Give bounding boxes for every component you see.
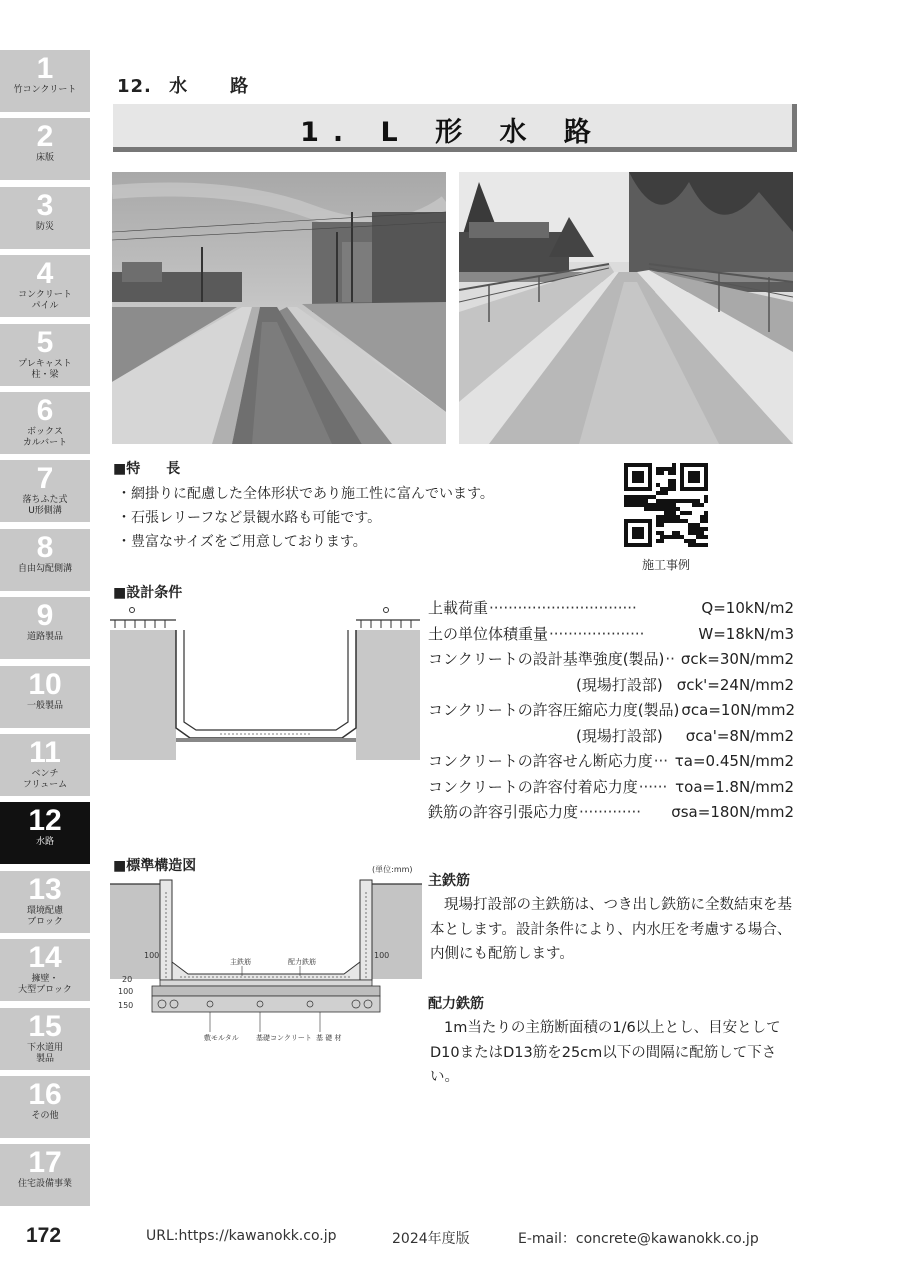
condition-value: Q=10kN/m2: [701, 599, 794, 617]
footer-url[interactable]: URL:https://kawanokk.co.jp: [146, 1228, 337, 1244]
feature-item: ・石張レリーフなど景観水路も可能です。: [117, 510, 382, 526]
chapter-tab-label: 水路: [35, 837, 54, 848]
chapter-tab-11[interactable]: [0, 734, 90, 796]
condition-label: (現場打設部): [576, 726, 663, 745]
chapter-tab-label: 擁壁・ 大型ブロック: [18, 974, 72, 996]
standard-structure-diagram: [110, 862, 422, 1056]
title-banner: [113, 104, 797, 152]
chapter-tab-number: 12: [28, 804, 62, 838]
chapter-tab-12[interactable]: [0, 802, 90, 864]
footer-edition: 2024年度版: [392, 1231, 470, 1247]
dim-label: 150: [118, 1001, 134, 1010]
design-condition-row: [428, 749, 794, 775]
design-condition-row: [428, 647, 794, 673]
chapter-tab-15[interactable]: [0, 1008, 90, 1070]
design-conditions-heading: ■設計条件: [113, 585, 183, 601]
chapter-tab-3[interactable]: [0, 187, 90, 249]
chapter-tab-number: 14: [28, 941, 62, 975]
qr-code[interactable]: [624, 463, 708, 547]
chapter-tab-7[interactable]: [0, 460, 90, 522]
chapter-tab-6[interactable]: [0, 392, 90, 454]
chapter-tab-number: 10: [28, 667, 62, 701]
section-name-part1: 水: [169, 76, 189, 97]
condition-value: σsa=180N/mm2: [671, 803, 794, 821]
distribution-rebar-text: 1m当たりの主筋断面積の1/6以上とし、目安としてD10またはD13筋を25cm以下の間隔に配筋して下さい。: [430, 1020, 781, 1085]
chapter-tab-4[interactable]: [0, 255, 90, 317]
chapter-tab-number: 7: [36, 462, 54, 496]
feature-item: ・網掛りに配慮した全体形状であり施工性に富んでいます。: [117, 486, 494, 502]
chapter-tab-number: 3: [36, 188, 54, 222]
chapter-tab-14[interactable]: [0, 939, 90, 1001]
features-heading-a: ■特: [113, 461, 141, 477]
condition-dots: [663, 724, 686, 750]
design-condition-row: [428, 698, 794, 724]
condition-label: コンクリートの許容付着応力度: [428, 777, 638, 796]
design-condition-row: [428, 800, 794, 826]
chapter-tab-label: 下水道用 製品: [26, 1042, 63, 1064]
layer-label: 敷モルタル: [204, 1034, 239, 1042]
chapter-tab-label: コンクリート パイル: [18, 290, 72, 312]
chapter-tab-9[interactable]: [0, 597, 90, 659]
chapter-tab-label: 落ちふた式 U形側溝: [22, 495, 68, 517]
section-name-part2: 路: [230, 76, 250, 97]
channel-photo-left: [112, 172, 446, 444]
dim-label: 20: [122, 975, 133, 984]
chapter-tab-label: ボックス カルバート: [22, 427, 68, 448]
chapter-tab-number: 15: [28, 1009, 62, 1043]
page-title: 1. L 形 水 路: [300, 117, 605, 148]
chapter-tab-number: 9: [36, 599, 54, 633]
design-condition-row: [428, 673, 794, 699]
condition-label: 鉄筋の許容引張応力度: [428, 803, 579, 821]
design-conditions-list: [428, 596, 794, 826]
chapter-tab-label: 道路製品: [26, 632, 63, 643]
qr-caption: 施工事例: [641, 558, 690, 572]
distribution-rebar-heading: 配力鉄筋: [428, 996, 484, 1012]
layer-label: 基 礎 材: [316, 1034, 342, 1042]
chapter-tab-8[interactable]: [0, 529, 90, 591]
condition-value: τoa=1.8N/mm2: [675, 777, 794, 796]
condition-label: 土の単位体積重量: [428, 624, 549, 643]
feature-item: ・豊富なサイズをご用意しております。: [117, 534, 367, 550]
chapter-tab-label: ベンチ フリューム: [22, 769, 68, 790]
chapter-tab-number: 1: [36, 52, 54, 85]
design-condition-row: [428, 775, 794, 801]
chapter-tab-label: その他: [31, 1111, 59, 1121]
features-heading-b: 長: [166, 461, 181, 477]
condition-dots: [663, 673, 677, 699]
condition-value: σca=10N/mm2: [681, 701, 796, 719]
unit-label: (単位:mm): [372, 865, 413, 874]
condition-label: コンクリートの許容せん断応力度: [428, 752, 653, 770]
chapter-tab-number: 16: [28, 1078, 62, 1111]
chapter-tab-label: 自由勾配側溝: [17, 563, 72, 574]
condition-dots: ······: [638, 777, 668, 796]
rebar-label: 主鉄筋: [230, 958, 251, 966]
chapter-tab-label: 住宅設備事業: [17, 1179, 72, 1190]
layer-label: 基礎コンクリート: [256, 1034, 312, 1042]
design-condition-row: [428, 622, 794, 648]
condition-value: σca'=8N/mm2: [685, 726, 794, 745]
chapter-tab-label: 環境配慮 ブロック: [26, 905, 63, 927]
chapter-tab-number: 6: [36, 394, 54, 427]
chapter-tab-number: 2: [36, 120, 54, 154]
condition-dots: ··: [665, 650, 675, 668]
chapter-tab-number: 4: [36, 257, 54, 291]
features-heading: [113, 458, 180, 478]
design-condition-row: [428, 724, 794, 750]
design-condition-row: [428, 596, 794, 622]
standard-structure-heading: ■標準構造図: [113, 858, 197, 874]
condition-dots: ····················: [549, 624, 645, 643]
chapter-tab-label: 一般製品: [26, 700, 63, 711]
chapter-tab-number: 8: [36, 530, 54, 564]
chapter-tab-number: 5: [36, 325, 54, 359]
dim-label: 100: [374, 951, 390, 960]
chapter-tab-2[interactable]: [0, 118, 90, 180]
condition-dots: ·············: [579, 803, 642, 821]
main-rebar-text: 現場打設部の主鉄筋は、つき出し鉄筋に全数結束を基本とします。設計条件により、内水圧を考慮する場合、内側にも配筋します。: [430, 897, 792, 962]
condition-dots: ···: [653, 752, 669, 770]
chapter-tab-number: 17: [28, 1146, 62, 1180]
chapter-tab-13[interactable]: [0, 871, 90, 933]
chapter-tab-10[interactable]: [0, 666, 90, 728]
section-number: 12.: [117, 76, 152, 97]
condition-value: τa=0.45N/mm2: [674, 752, 794, 770]
main-rebar-heading: 主鉄筋: [428, 873, 470, 889]
chapter-tab-label: 竹コンクリート: [13, 85, 77, 95]
condition-dots: ·······························: [489, 599, 637, 617]
condition-value: W=18kN/m3: [698, 624, 794, 643]
chapter-tab-16[interactable]: [0, 1076, 90, 1138]
channel-photo-right: [459, 172, 793, 444]
rebar-label: 配力鉄筋: [288, 958, 316, 966]
chapter-tab-17[interactable]: [0, 1144, 90, 1206]
chapter-tab-number: 13: [28, 872, 62, 906]
condition-label: コンクリートの許容圧縮応力度(製品): [428, 701, 680, 719]
page-number: 172: [26, 1224, 62, 1247]
condition-label: コンクリートの設計基準強度(製品): [428, 650, 665, 668]
chapter-tab-label: 床版: [35, 153, 54, 164]
chapter-tab-number: 11: [29, 736, 61, 769]
chapter-tab-5[interactable]: [0, 324, 90, 386]
condition-label: 上載荷重: [428, 599, 489, 617]
design-section-diagram: [110, 600, 420, 764]
chapter-tab-1[interactable]: [0, 50, 90, 112]
condition-label: (現場打設部): [576, 675, 663, 694]
footer-email[interactable]: E-mail：concrete@kawanokk.co.jp: [518, 1231, 759, 1247]
chapter-tab-label: 防災: [35, 221, 54, 232]
dim-label: 100: [144, 951, 160, 960]
section-title: [117, 72, 249, 98]
dim-label: 100: [118, 987, 134, 996]
condition-value: σck'=24N/mm2: [676, 675, 794, 694]
condition-value: σck=30N/mm2: [680, 650, 794, 668]
chapter-tab-label: プレキャスト 柱・梁: [18, 358, 72, 380]
